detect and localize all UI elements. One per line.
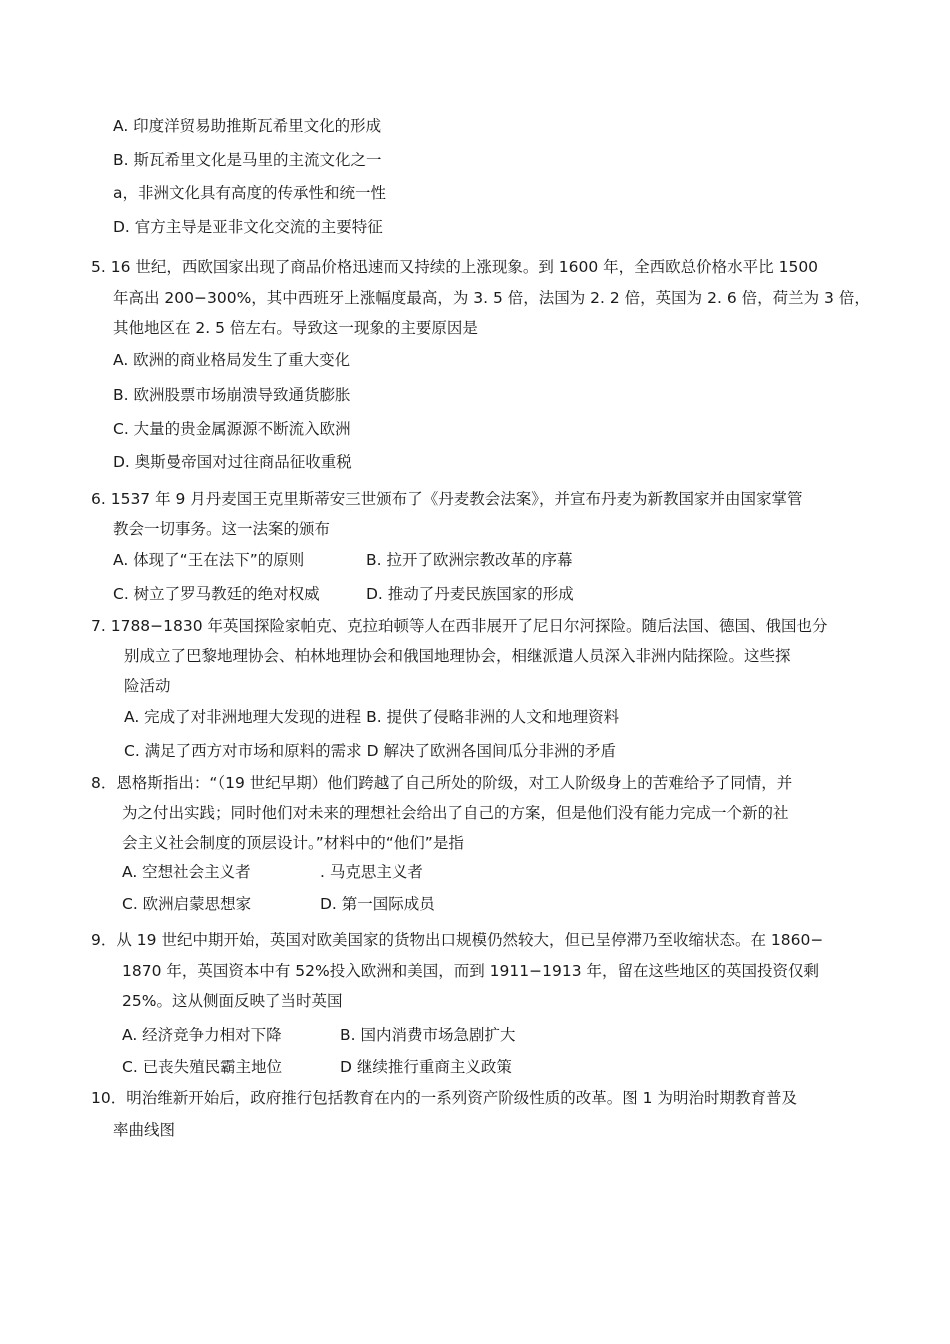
q8-option-b: . 马克思主义者 (320, 863, 423, 881)
q6-option-d: D. 推动了丹麦民族国家的形成 (366, 585, 574, 603)
q6-option-c: C. 树立了罗马教廷的绝对权威 (113, 585, 320, 603)
q5-stem-line-3: 其他地区在 2. 5 倍左右。导致这一现象的主要原因是 (113, 319, 478, 337)
q8-stem-line-1: 8．恩格斯指出：“（19 世纪早期）他们跨越了自己所处的阶级，对工人阶级身上的苦难给予了同情，并 (91, 774, 793, 792)
q9-option-a: A. 经济竞争力相对下降 (122, 1026, 282, 1044)
q6-stem-line-2: 教会一切事务。这一法案的颁布 (113, 520, 331, 538)
q5-stem-line-1: 5. 16 世纪，西欧国家出现了商品价格迅速而又持续的上涨现象。到 1600 年，全西欧总价格水平比 1500 (91, 258, 819, 276)
q8-option-c: C. 欧洲启蒙思想家 (122, 895, 252, 913)
q5-option-c: C. 大量的贵金属源源不断流入欧洲 (113, 420, 351, 438)
q5-stem-line-2: 年高出 200−300%，其中西班牙上涨幅度最高，为 3. 5 倍，法国为 2. 2 倍，英国为 2. 6 倍，荷兰为 3 倍， (113, 289, 870, 307)
q9-option-d: D 继续推行重商主义政策 (340, 1058, 512, 1076)
q5-option-b: B. 欧洲股票市场崩溃导致通货膨胀 (113, 386, 351, 404)
q9-stem-line-2: 1870 年，英国资本中有 52%投入欧洲和美国，而到 1911−1913 年，留在这些地区的英国投资仅剩 (122, 962, 819, 980)
q4-option-b: B. 斯瓦希里文化是马里的主流文化之一 (113, 151, 382, 169)
q7-stem-line-2: 别成立了巴黎地理协会、柏林地理协会和俄国地理协会，相继派遣人员深入非洲内陆探险。这些探 (124, 647, 791, 665)
q7-stem-line-3: 险活动 (124, 677, 171, 695)
q8-stem-line-2: 为之付出实践；同时他们对未来的理想社会给出了自己的方案，但是他们没有能力完成一个新的社 (122, 804, 789, 822)
q7-stem-line-1: 7. 1788−1830 年英国探险家帕克、克拉珀顿等人在西非展开了尼日尔河探险。随后法国、德国、俄国也分 (91, 617, 828, 635)
q4-option-a: A. 印度洋贸易助推斯瓦希里文化的形成 (113, 117, 382, 135)
q9-option-b: B. 国内消费市场急剧扩大 (340, 1026, 516, 1044)
q4-option-d: D. 官方主导是亚非文化交流的主要特征 (113, 218, 383, 236)
q9-stem-line-1: 9．从 19 世纪中期开始，英国对欧美国家的货物出口规模仍然较大，但已呈停滞乃至收缩状态。在 1860− (91, 931, 824, 949)
q9-option-c: C. 已丧失殖民霸主地位 (122, 1058, 283, 1076)
q7-options-ab: A. 完成了对非洲地理大发现的进程 B. 提供了侵略非洲的人文和地理资料 (124, 708, 620, 726)
q8-stem-line-3: 会主义社会制度的顶层设计。”材料中的“他们”是指 (122, 834, 464, 852)
q5-option-a: A. 欧洲的商业格局发生了重大变化 (113, 351, 351, 369)
q8-option-a: A. 空想社会主义者 (122, 863, 251, 881)
q8-option-d: D. 第一国际成员 (320, 895, 435, 913)
q6-stem-line-1: 6. 1537 年 9 月丹麦国王克里斯蒂安三世颁布了《丹麦教会法案》，并宣布丹麦为新教国家并由国家掌管 (91, 490, 803, 508)
q6-option-b: B. 拉开了欧洲宗教改革的序幕 (366, 551, 573, 569)
q10-stem-line-1: 10．明治维新开始后，政府推行包括教育在内的一系列资产阶级性质的改革。图 1 为明治时期教育普及 (91, 1089, 797, 1107)
q7-options-cd: C. 满足了西方对市场和原料的需求 D 解决了欧洲各国间瓜分非洲的矛盾 (124, 742, 616, 760)
q5-option-d: D. 奥斯曼帝国对过往商品征收重税 (113, 453, 352, 471)
q9-stem-line-3: 25%。这从侧面反映了当时英国 (122, 992, 343, 1010)
q6-option-a: A. 体现了“王在法下”的原则 (113, 551, 305, 569)
q4-option-c: a，非洲文化具有高度的传承性和统一性 (113, 184, 386, 202)
q10-stem-line-2: 率曲线图 (113, 1121, 176, 1139)
